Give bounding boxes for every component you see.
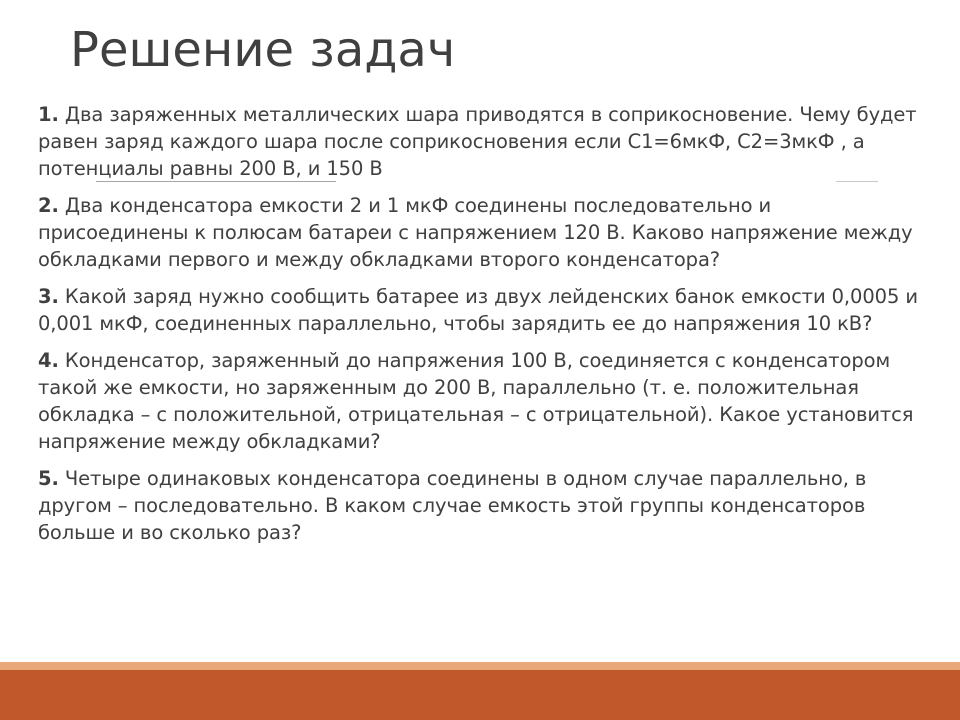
problem-item-3 xyxy=(38,283,918,337)
problem-number: 5. xyxy=(38,467,59,490)
problem-list xyxy=(38,101,918,556)
problem-number: 1. xyxy=(38,103,59,126)
problem-number: 2. xyxy=(38,194,59,217)
problem-text: Два заряженных металлических шара приводятся в соприкосновение. Чему будет равен заряд каждого шара после соприкосновения если C1=6мкФ, С2=3мкФ , а потенциалы равны 200 В, и 150 В xyxy=(38,103,917,180)
problem-text: Два конденсатора емкости 2 и 1 мкФ соединены последовательно и присоединены к полюсам батареи с напряжением 120 В. Каково напряжение между обкладками первого и между обкладками второго конденсатора? xyxy=(38,194,913,271)
problem-text: Четыре одинаковых конденсатора соединены в одном случае параллельно, в другом – последовательно. В каком случае емкость этой группы конденсаторов больше и во сколько раз? xyxy=(38,467,867,544)
problem-item-2 xyxy=(38,192,918,273)
underline-divider-short xyxy=(836,181,878,182)
problem-number: 4. xyxy=(38,349,59,372)
problem-text: Конденсатор, заряженный до напряжения 100 В, соединяется с конденсатором такой же емкости, но заряженным до 200 В, параллельно (т. е. положительная обкладка – с положительной, отрицательная – с отрицательной). Какое установится напряжение между обкладками? xyxy=(38,349,914,453)
slide-title: Решение задач xyxy=(70,22,456,78)
problem-number: 3. xyxy=(38,285,59,308)
problem-item-4 xyxy=(38,347,918,455)
problem-item-5 xyxy=(38,465,918,546)
footer-accent-stripe xyxy=(0,662,960,670)
footer-accent-bar xyxy=(0,670,960,720)
underline-divider xyxy=(96,181,336,182)
problem-text: Какой заряд нужно сообщить батарее из двух лейденских банок емкости 0,0005 и 0,001 мкФ, соединенных параллельно, чтобы зарядить ее до напряжения 10 кВ? xyxy=(38,285,918,335)
problem-item-1 xyxy=(38,101,918,182)
